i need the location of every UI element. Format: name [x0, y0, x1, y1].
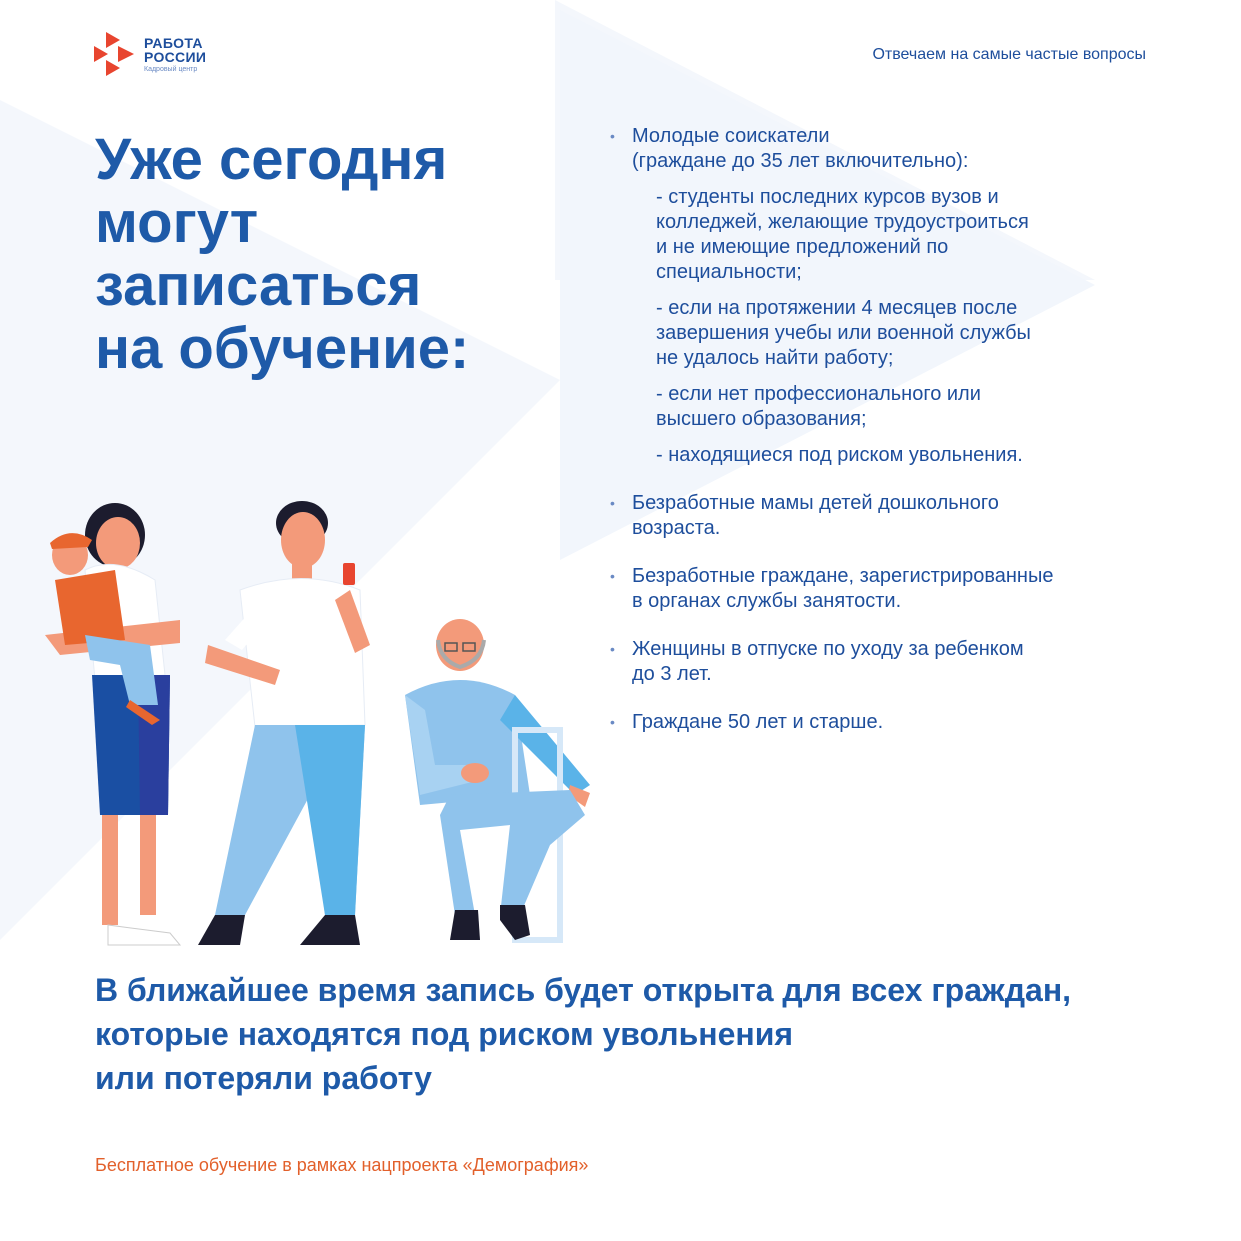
list-item — [610, 710, 1170, 735]
headline-line: на обучение: — [95, 316, 470, 381]
list-item-text: • Безработные граждане, зарегистрированные в органах службы занятости. — [632, 565, 1054, 612]
brand-line1: РАБОТА — [144, 34, 203, 51]
list-item-text: • Молодые соискатели (граждане до 35 лет включительно): — [632, 125, 969, 172]
sub-list-item: - находящиеся под риском увольнения. — [656, 444, 1023, 466]
headline-line: Уже сегодня — [95, 127, 448, 192]
man-figure — [198, 501, 370, 945]
list-item — [610, 124, 1170, 468]
list-item-text: • Безработные мамы детей дошкольного возраста. — [632, 492, 999, 539]
brand-mark-icon — [92, 30, 138, 78]
list-item — [610, 564, 1170, 614]
list-item — [610, 637, 1170, 687]
sub-list-item: - если нет профессионального или высшего образования; — [656, 383, 981, 430]
criteria-list — [610, 124, 1170, 758]
footnote: Бесплатное обучение в рамках нацпроекта «Демография» — [95, 1155, 589, 1175]
list-item-text: • Граждане 50 лет и старше. — [632, 711, 884, 733]
bottom-line: которые находятся под риском увольнения — [95, 1016, 794, 1052]
bottom-line: В ближайшее время запись будет открыта для всех граждан, — [95, 972, 1072, 1008]
list-item — [610, 491, 1170, 541]
brand-subtitle: Кадровый центр — [144, 65, 198, 73]
bottom-statement — [95, 968, 1195, 1100]
list-item-text: • Женщины в отпуске по уходу за ребенком до 3 лет. — [632, 638, 1024, 685]
brand-line2: РОССИИ — [144, 48, 207, 65]
brand-logo — [92, 30, 206, 78]
headline-line: записаться — [95, 253, 422, 318]
people-illustration — [30, 495, 610, 950]
sub-list — [632, 185, 1170, 468]
headline-line: могут — [95, 190, 259, 255]
sub-list-item: - если на протяжении 4 месяцев после завершения учебы или военной службы не удалось найти работу; — [656, 297, 1031, 369]
elderly-man-figure — [405, 619, 590, 940]
headline — [95, 128, 575, 380]
header-tagline: Отвечаем на самые частые вопросы — [872, 46, 1146, 63]
sub-list-item: - студенты последних курсов вузов и колледжей, желающие трудоустроиться и не имеющие предложений по специальности; — [656, 186, 1029, 283]
bottom-line: или потеряли работу — [95, 1060, 432, 1096]
